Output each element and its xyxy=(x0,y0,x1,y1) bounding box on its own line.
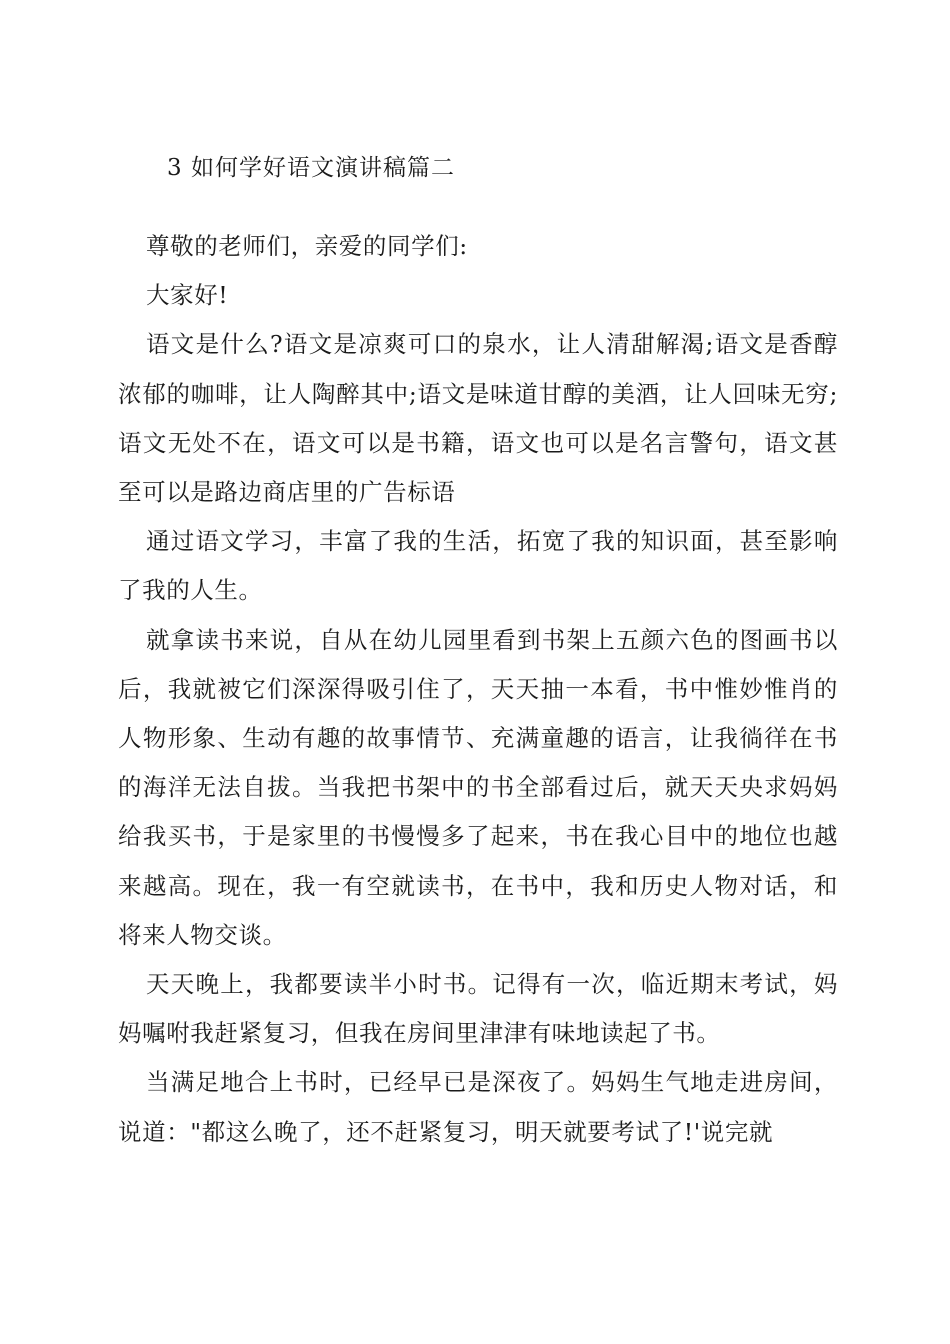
paragraph-late-night: 当满足地合上书时，已经早已是深夜了。妈妈生气地走进房间，说道："都这么晚了，还不赶紧复习，明天就要考试了!'说完就 xyxy=(118,1068,838,1146)
paragraph-what-is-chinese: 语文是什么?语文是凉爽可口的泉水，让人清甜解渴;语文是香醇浓郁的咖啡，让人陶醉其中;语文是味道甘醇的美酒，让人回味无穷;语文无处不在，语文可以是书籍，语文也可以是名言警句，语文甚至可以是路边商店里的广告标语 xyxy=(118,330,838,507)
document-title: 3 如何学好语文演讲稿篇二 xyxy=(167,155,455,181)
paragraph-hello: 大家好! xyxy=(146,281,229,310)
paragraph-greeting: 尊敬的老师们，亲爱的同学们: xyxy=(146,232,468,260)
paragraph-learning-impact: 通过语文学习，丰富了我的生活，拓宽了我的知识面，甚至影响了我的人生。 xyxy=(118,527,838,605)
paragraph-reading-story: 就拿读书来说，自从在幼儿园里看到书架上五颜六色的图画书以后，我就被它们深深得吸引住了，天天抽一本看，书中惟妙惟肖的人物形象、生动有趣的故事情节、充满童趣的语言，让我徜徉在书的海洋无法自拔。当我把书架中的书全部看过后，就天天央求妈妈给我买书，于是家里的书慢慢多了起来，书在我心目中的地位也越来越高。现在，我一有空就读书，在书中，我和历史人物对话，和将来人物交谈。 xyxy=(118,625,838,949)
paragraph-nightly-reading: 天天晚上，我都要读半小时书。记得有一次，临近期末考试，妈妈嘱咐我赶紧复习，但我在房间里津津有味地读起了书。 xyxy=(118,970,838,1048)
document-body xyxy=(118,222,838,1157)
